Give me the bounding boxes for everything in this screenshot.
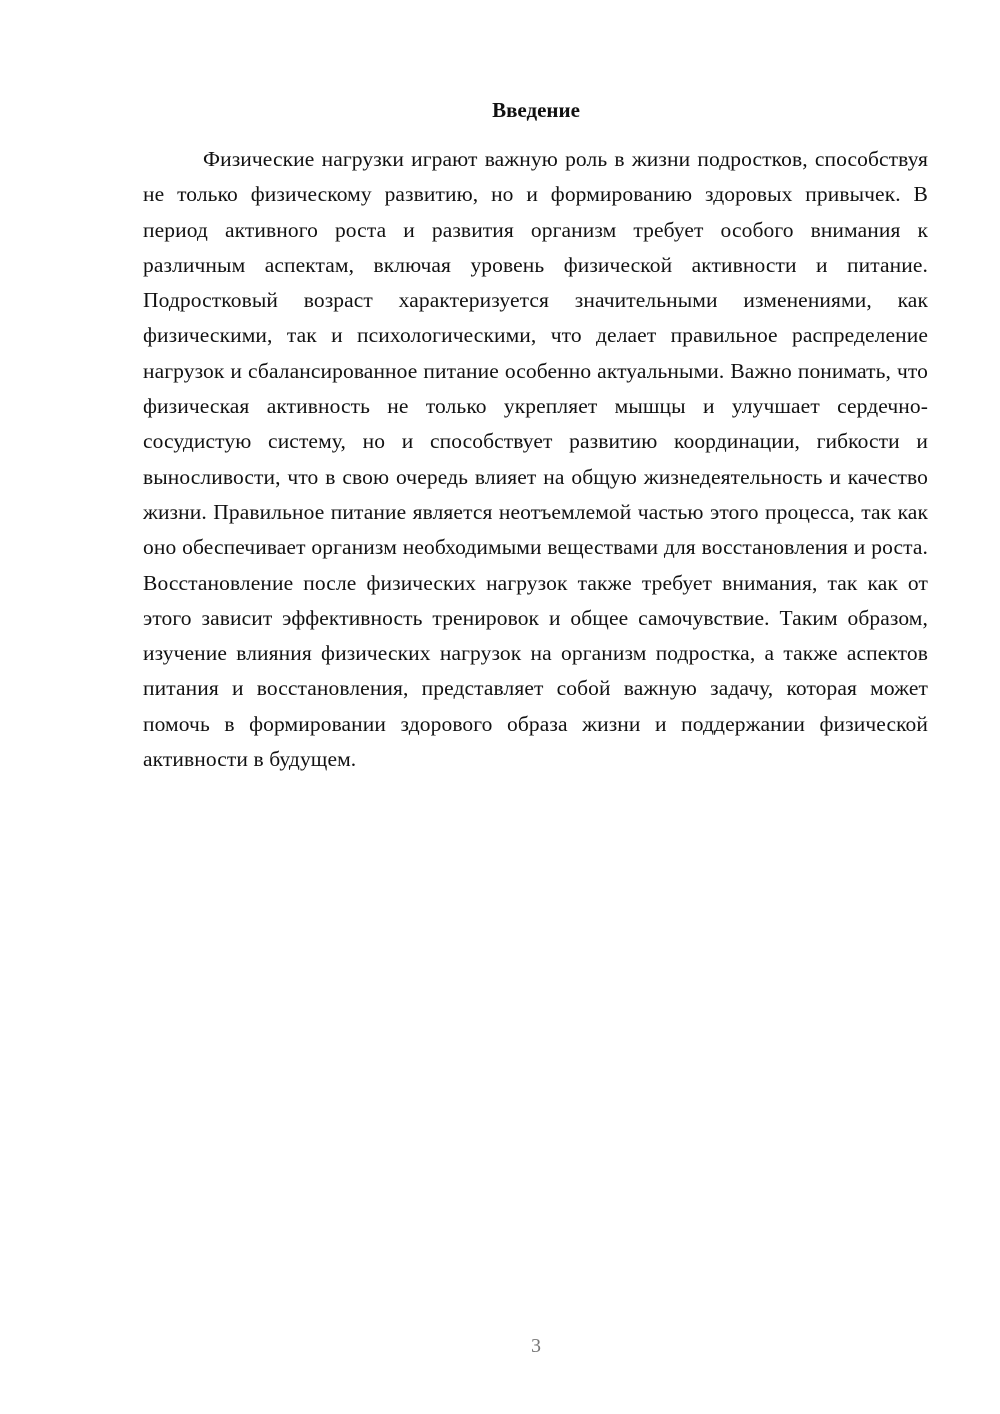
- section-heading: Введение: [492, 98, 580, 122]
- page-number: 3: [531, 1335, 541, 1357]
- body-paragraph: Физические нагрузки играют важную роль в жизни подростков, способствуя не только физическому развитию, но и формированию здоровых привычек. В период активного роста и развития организм требует особого внимания к различным аспектам, включая уровень физической активности и питание. Подростковый возраст характеризуется значительными изменениями, как физическими, так и психологическими, что делает правильное распределение нагрузок и сбалансированное питание особенно актуальными. Важно понимать, что физическая активность не только укрепляет мышцы и улучшает сердечно-сосудистую систему, но и способствует развитию координации, гибкости и выносливости, что в свою очередь влияет на общую жизнедеятельность и качество жизни. Правильное питание является неотъемлемой частью этого процесса, так как оно обеспечивает организм необходимыми веществами для восстановления и роста. Восстановление после физических нагрузок также требует внимания, так как от этого зависит эффективность тренировок и общее самочувствие. Таким образом, изучение влияния физических нагрузок на организм подростка, а также аспектов питания и восстановления, представляет собой важную задачу, которая может помочь в формировании здорового образа жизни и поддержании физической активности в будущем.: [143, 147, 928, 772]
